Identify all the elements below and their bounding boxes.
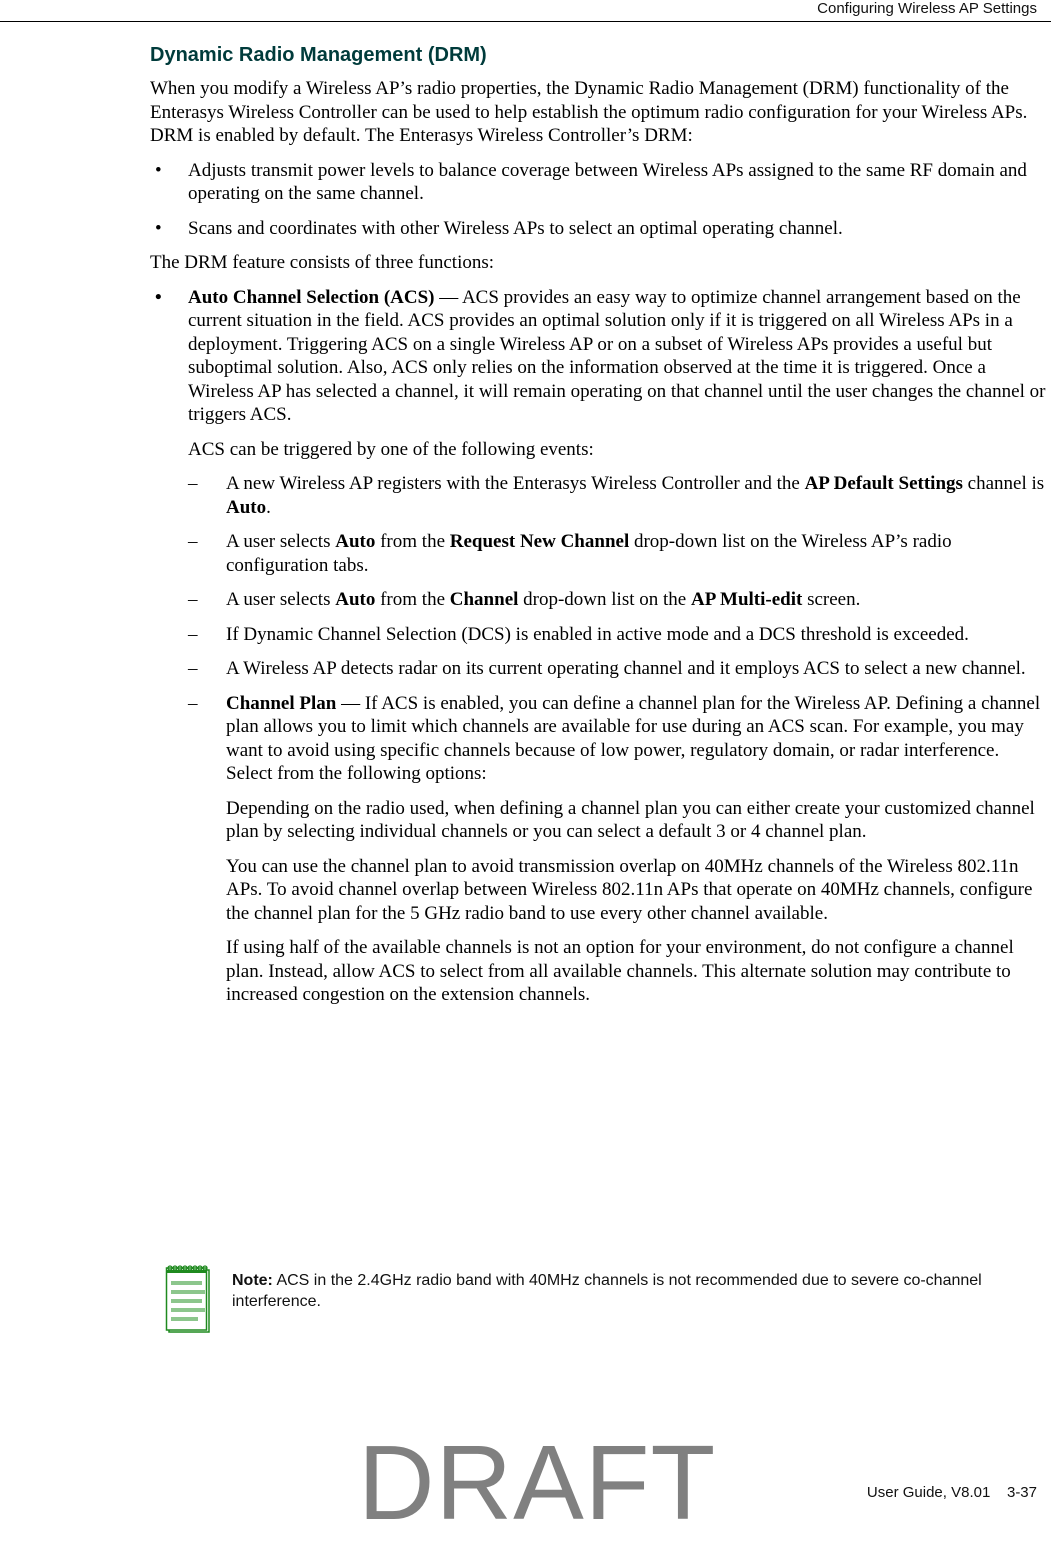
acs-trigger-item	[150, 472, 1050, 519]
acs-triggers-intro: ACS can be triggered by one of the following events:	[188, 438, 594, 460]
acs-trigger-item	[150, 530, 1050, 577]
trigger-text: .	[266, 496, 271, 518]
note-label: Note:	[232, 1272, 273, 1289]
acs-description: ACS provides an easy way to optimize channel arrangement based on the current situation in the field. ACS provides an optimal solution only if it is triggered on all Wireless APs in a deployment. Triggering ACS on a single Wireless AP or on a subset of Wireless APs provides a useful but suboptimal solution. Also, ACS only relies on the information observed at the time it is triggered. Once a Wireless AP has selected a channel, it will remain operating on that channel until the user changes the channel or triggers ACS.	[188, 286, 1046, 425]
dash-marker: –	[188, 531, 198, 552]
dash-marker: –	[188, 589, 198, 610]
dash-marker: –	[188, 473, 198, 494]
ui-term: Auto	[335, 589, 376, 610]
channel-plan-paragraph: Depending on the radio used, when defining a channel plan you can either create your customized channel plan by selecting individual channels or you can select a default 3 or 4 channel plan.	[226, 797, 1035, 842]
channel-plan-paragraph: If using half of the available channels is not an option for your environment, do not configure a channel plan. Instead, allow ACS to select from all available channels. This alternate solution may contribute to increased congestion on the extension channels.	[226, 937, 1014, 1005]
term-separator: —	[434, 286, 462, 308]
channel-plan-description: If ACS is enabled, you can define a channel plan for the Wireless AP. Defining a channel plan allows you to limit which channels are available for use during an ACS scan. For example, you may want to avoid using specific channels because of low power, regulatory domain, or radar interference. Select from the following options:	[226, 692, 1041, 784]
drm-bullet	[150, 159, 1050, 206]
trigger-text: drop-down list on the	[518, 589, 691, 610]
bullet-marker: •	[155, 159, 162, 181]
document-body	[150, 42, 1050, 1018]
acs-trigger-list	[150, 472, 1050, 681]
acs-trigger-item	[150, 623, 1050, 647]
note-body: ACS in the 2.4GHz radio band with 40MHz channels is not recommended due to severe co-channel interference.	[232, 1272, 982, 1310]
bullet-marker: •	[155, 286, 162, 308]
functions-intro: The DRM feature consists of three functions:	[150, 252, 495, 273]
channel-plan-term: Channel Plan	[226, 692, 337, 714]
bullet-text: Adjusts transmit power levels to balance coverage between Wireless APs assigned to the same RF domain and operating on the same channel.	[188, 159, 1027, 204]
bullet-marker: •	[155, 217, 162, 239]
trigger-text: A user selects	[226, 531, 336, 552]
channel-plan-paragraph: You can use the channel plan to avoid transmission overlap on 40MHz channels of the Wireless 802.11n APs. To avoid channel overlap between Wireless 802.11n APs that operate on 40MHz channels, configure the channel plan for the 5 GHz radio band to use every other channel available.	[226, 855, 1033, 924]
acs-bullet	[150, 286, 1050, 427]
channel-plan-item	[150, 692, 1050, 786]
header-rule	[0, 21, 1051, 22]
ui-term: Auto	[335, 531, 376, 552]
trigger-text: from the	[375, 589, 450, 610]
trigger-text: channel is	[962, 473, 1045, 494]
trigger-text: If Dynamic Channel Selection (DCS) is enabled in active mode and a DCS threshold is exceeded.	[226, 623, 969, 645]
acs-trigger-item	[150, 588, 1050, 612]
drm-bullet	[150, 217, 1050, 241]
term-separator: —	[336, 692, 365, 714]
acs-term: Auto Channel Selection (ACS)	[188, 286, 435, 308]
note-text	[232, 1270, 1051, 1312]
ui-term: Request New Channel	[449, 531, 630, 552]
dash-marker: –	[188, 658, 198, 679]
ui-term: Channel	[449, 589, 519, 610]
page-footer: User Guide, V8.01 3-37	[866, 1484, 1037, 1501]
running-header: Configuring Wireless AP Settings	[817, 0, 1037, 17]
trigger-text: A user selects	[226, 589, 336, 610]
note-callout	[165, 1262, 1051, 1337]
trigger-text: from the	[375, 531, 450, 552]
trigger-text: A new Wireless AP registers with the Enterasys Wireless Controller and the	[226, 473, 805, 494]
bullet-text: Scans and coordinates with other Wireless APs to select an optimal operating channel.	[188, 217, 843, 239]
ui-term: Auto	[226, 496, 267, 518]
ui-term: AP Default Settings	[804, 473, 963, 494]
acs-trigger-item	[150, 657, 1050, 681]
dash-marker: –	[188, 692, 198, 714]
draft-watermark: DRAFT	[358, 1424, 717, 1542]
intro-paragraph: When you modify a Wireless AP’s radio properties, the Dynamic Radio Management (DRM) functionality of the Enterasys Wireless Controller can be used to help establish the optimum radio configuration for your Wireless APs. DRM is enabled by default. The Enterasys Wireless Controller’s DRM:	[150, 78, 1028, 146]
ui-term: AP Multi-edit	[690, 589, 803, 610]
trigger-text: drop-down list on the Wireless AP’s radio configuration tabs.	[226, 531, 952, 576]
trigger-text: screen.	[802, 589, 861, 610]
trigger-text: A Wireless AP detects radar on its current operating channel and it employs ACS to select a new channel.	[226, 658, 1026, 679]
section-title: Dynamic Radio Management (DRM)	[150, 44, 487, 66]
dash-marker: –	[188, 623, 198, 645]
notepad-icon	[165, 1264, 211, 1334]
